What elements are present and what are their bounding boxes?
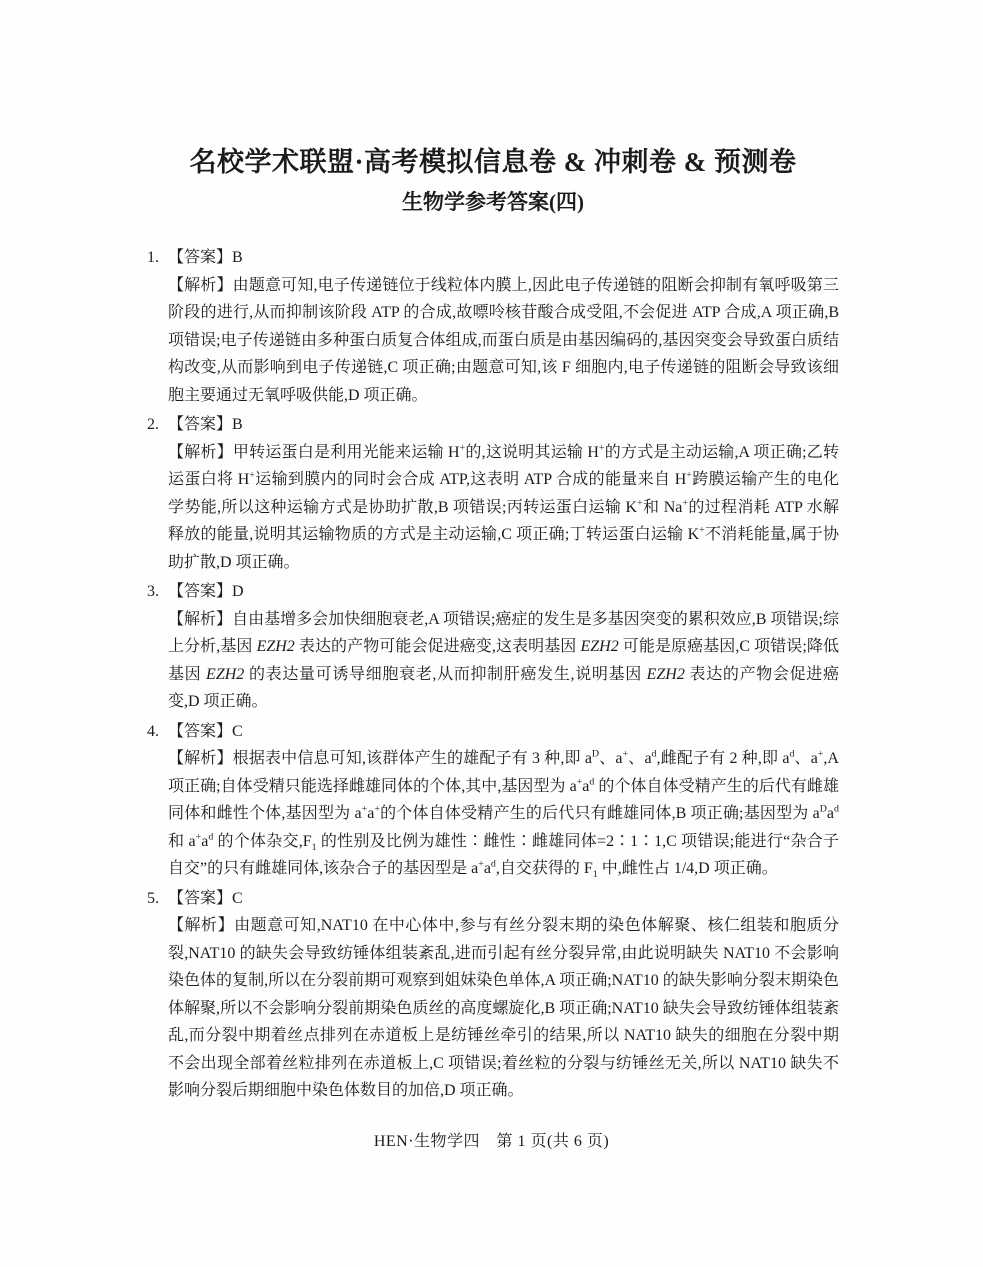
answer-number: 4. — [147, 722, 159, 740]
answer-block-2 — [147, 411, 839, 576]
analysis-paragraph: 【解析】根据表中信息可知,该群体产生的雄配子有 3 种,即 $a^D$、a+、$a^d$,雌配子有 2 种,即 $a^d$、a+,A 项正确;自体受精只能选择雌雄同体的个体,其中,基因型为 $a^+a^d$ 的个体自体受精产生的后代有雌雄同体和雌性个体,基因型为 a+a+的个体自体受精产生的后代只有雌雄同体,B 项正确;基因型为 $a^Da^d$ 和 $a^+a^d$ 的个体杂交$,F_1$ 的性别及比例为雄性∶雌性∶雌雄同体=2∶1∶1,C 项错误;能进行“杂合子自交”的只有雌雄同体,该杂合子的基因型是 $a^+a^d$,自交获得的 $F_1$ 中,雌性占 1/4,D 项正确。 — [168, 748, 840, 881]
analysis-paragraph: 【解析】由题意可知,NAT10 在中心体中,参与有丝分裂末期的染色体解聚、核仁组装和胞质分裂,NAT10 的缺失会导致纺锤体组装紊乱,进而引起有丝分裂异常,由此说明缺失 NAT10 不会影响染色体的复制,所以在分裂前期可观察到姐妹染色单体,A 项正确;NAT10 的缺失影响分裂末期染色体解聚,所以不会影响分裂前期染色质丝的高度螺旋化,B 项正确;NAT10 缺失会导致纺锤体组装紊乱,而分裂中期着丝点排列在赤道板上是纺锤丝牵引的结果,所以 NAT10 缺失的细胞在分裂中期不会出现全部着丝粒排列在赤道板上,C 项错误;着丝粒的分裂与纺锤丝无关,所以 NAT10 缺失不影响分裂后期细胞中染色体数目的加倍,D 项正确。 — [168, 917, 839, 1099]
answer-label: 【答案】B — [168, 416, 243, 433]
answer-number: 1. — [147, 249, 159, 266]
analysis-paragraph: 【解析】自由基增多会加快细胞衰老,A 项错误;癌症的发生是多基因突变的累积效应,B 项错误;综上分析,基因 EZH2 表达的产物可能会促进癌变,这表明基因 EZH2 可能是原癌基因,C 项错误;降低基因 EZH2 的表达量可诱导细胞衰老,从而抑制肝癌发生,说明基因 EZH2 表达的产物会促进癌变,D 项正确。 — [168, 610, 839, 710]
answer-block-1 — [147, 244, 839, 409]
answer-label: 【答案】D — [168, 583, 244, 600]
answer-block-4 — [147, 718, 839, 883]
answer-block-3 — [147, 578, 839, 716]
answer-label: 【答案】C — [168, 722, 243, 740]
document-content — [147, 146, 839, 1107]
answer-number: 3. — [147, 583, 159, 600]
answer-number: 5. — [147, 889, 159, 907]
analysis-paragraph: 【解析】由题意可知,电子传递链位于线粒体内膜上,因此电子传递链的阻断会抑制有氧呼吸第三阶段的进行,从而抑制该阶段 ATP 的合成,故嘌呤核苷酸合成受阻,不会促进 ATP 合成,A 项正确,B 项错误;电子传递链由多种蛋白质复合体组成,而蛋白质是由基因编码的,基因突变会导致蛋白质结构改变,从而影响到电子传递链,C 项正确;由题意可知,该 F 细胞内,电子传递链的阻断会导致该细胞主要通过无氧呼吸供能,D 项正确。 — [168, 276, 839, 404]
answer-label: 【答案】C — [168, 889, 243, 907]
analysis-paragraph: 【解析】甲转运蛋白是利用光能来运输 H+的,这说明其运输 H+的方式是主动运输,A 项正确;乙转运蛋白将 H+运输到膜内的同时会合成 ATP,这表明 ATP 合成的能量来自 H+跨膜运输产生的电化学势能,所以这种运输方式是协助扩散,B 项错误;丙转运蛋白运输 K+和 Na+的过程消耗 ATP 水解释放的能量,说明其运输物质的方式是主动运输,C 项正确;丁转运蛋白运输 K+不消耗能量,属于协助扩散,D 项正确。 — [168, 442, 839, 571]
answer-label: 【答案】B — [168, 249, 243, 266]
answer-block-5 — [147, 885, 839, 1105]
answers-list — [147, 244, 839, 1105]
page-footer: HEN·生物学四 第 1 页(共 6 页) — [373, 1133, 610, 1150]
document-title: 名校学术联盟·高考模拟信息卷 & 冲刺卷 & 预测卷 — [189, 147, 797, 177]
answer-number: 2. — [147, 416, 159, 433]
document-subtitle: 生物学参考答案(四) — [402, 190, 584, 214]
